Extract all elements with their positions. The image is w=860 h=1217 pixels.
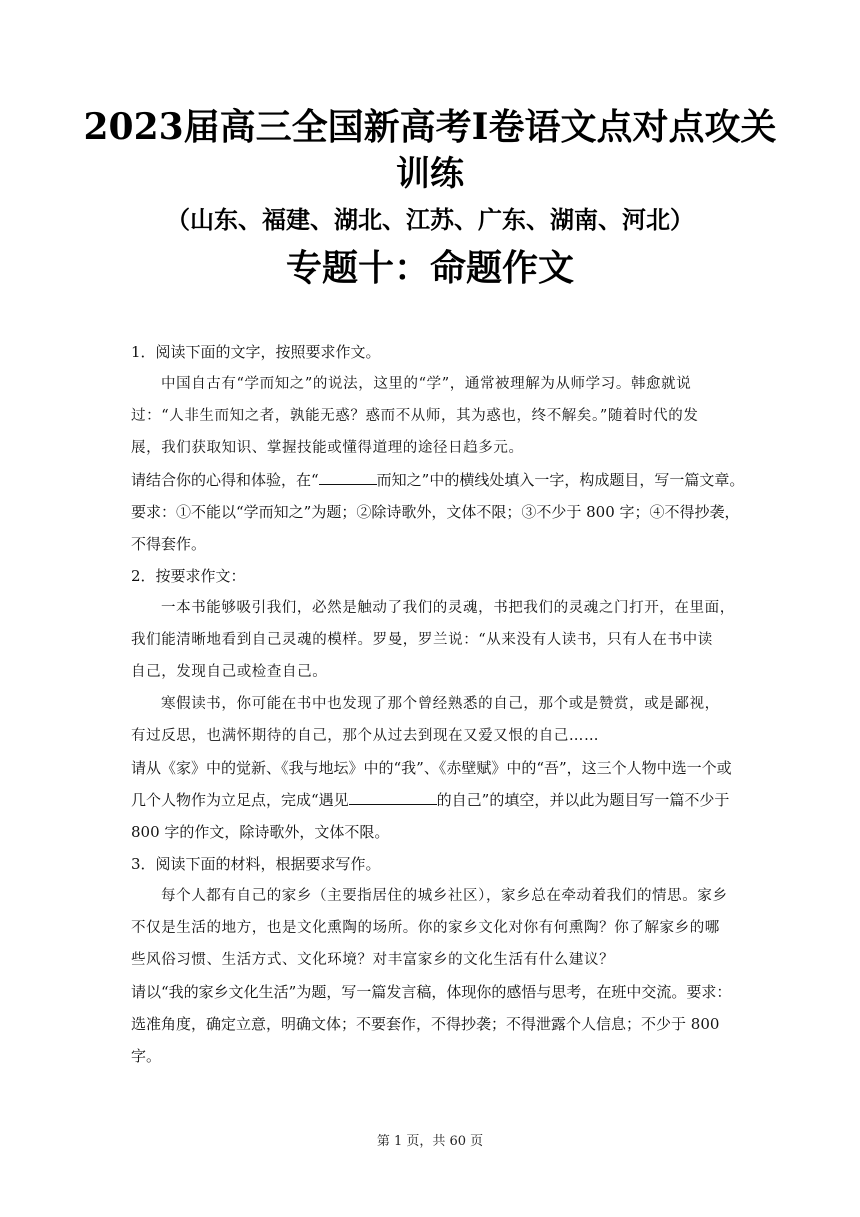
document-body [131, 336, 745, 1072]
provinces-subtitle: （山东、福建、湖北、江苏、广东、湖南、河北） [166, 205, 694, 234]
question-3-material-line: 每个人都有自己的家乡（主要指居住的城乡社区），家乡总在牵动着我们的情思。家乡 [161, 888, 728, 904]
doc-title-line2: 训练 [396, 154, 464, 194]
question-3-prompt: 请以“我的家乡文化生活”为题，写一篇发言稿，体现你的感悟与思考，在班中交流。要求： [131, 983, 732, 1001]
question-2-heading: 2．按要求作文： [131, 567, 246, 585]
question-3 [131, 848, 731, 1072]
question-3-heading: 3．阅读下面的材料，根据要求写作。 [131, 855, 381, 873]
question-1 [131, 336, 745, 560]
question-2-prompt: 请从《家》中的觉新、《我与地坛》中的“我”、《赤壁赋》中的“吾”，这三个人物中选一个或 [131, 759, 732, 777]
fill-in-blank [319, 468, 377, 485]
question-3-prompt: 字。 [131, 1047, 162, 1065]
question-2-material-line: 寒假读书，你可能在书中也发现了那个曾经熟悉的自己，那个或是赞赏，或是鄙视， [161, 696, 720, 712]
question-1-material-line: 中国自古有“学而知之”的说法，这里的“学”，通常被理解为从师学习。韩愈就说 [161, 376, 692, 392]
question-3-material-line: 些风俗习惯、生活方式、文化环境？对丰富家乡的文化生活有什么建议？ [131, 952, 615, 968]
topic-title: 专题十：命题作文 [285, 247, 574, 289]
question-2-prompt [131, 784, 731, 816]
question-2 [131, 560, 735, 848]
fill-in-blank [349, 788, 437, 805]
page-footer: 第 1 页，共 60 页 [376, 1134, 484, 1149]
question-2-material-line: 有过反思，也满怀期待的自己，那个从过去到现在又爱又恨的自己…… [131, 728, 600, 744]
question-1-heading: 1．阅读下面的文字，按照要求作文。 [131, 343, 381, 361]
question-1-requirements: 要求：①不能以“学而知之”为题；②除诗歌外，文体不限；③不少于 800 字；④不得抄袭， [131, 503, 740, 521]
question-1-material-line: 过：“人非生而知之者，孰能无惑？惑而不从师，其为惑也，终不解矣。”随着时代的发 [131, 408, 699, 424]
doc-title-line1: 2023届高三全国新高考Ⅰ卷语文点对点攻关 [83, 106, 777, 148]
prompt-text: 而知之”中的横线处填入一字，构成题目，写一篇文章。 [376, 471, 745, 489]
question-2-prompt: 800 字的作文，除诗歌外，文体不限。 [131, 823, 390, 841]
question-1-prompt [131, 464, 745, 496]
prompt-text: 的自己”的填空，并以此为题目写一篇不少于 [436, 791, 730, 809]
question-3-prompt: 选准角度，确定立意，明确文体；不要套作，不得抄袭；不得泄露个人信息；不少于 800 [131, 1015, 720, 1033]
prompt-text: 几个人物作为立足点，完成“遇见 [131, 791, 349, 809]
question-1-material-line: 展，我们获取知识、掌握技能或懂得道理的途径日趋多元。 [131, 440, 524, 456]
question-1-requirements: 不得套作。 [131, 535, 207, 553]
question-2-material-line: 一本书能够吸引我们，必然是触动了我们的灵魂，书把我们的灵魂之门打开，在里面， [161, 600, 735, 616]
prompt-text: 请结合你的心得和体验，在“ [131, 471, 319, 489]
question-2-material-line: 我们能清晰地看到自己灵魂的模样。罗曼，罗兰说：“从来没有人读书，只有人在书中读 [131, 632, 713, 648]
question-3-material-line: 不仅是生活的地方，也是文化熏陶的场所。你的家乡文化对你有何熏陶？你了解家乡的哪 [131, 920, 720, 936]
question-2-material-line: 自己，发现自己或检查自己。 [131, 664, 328, 680]
